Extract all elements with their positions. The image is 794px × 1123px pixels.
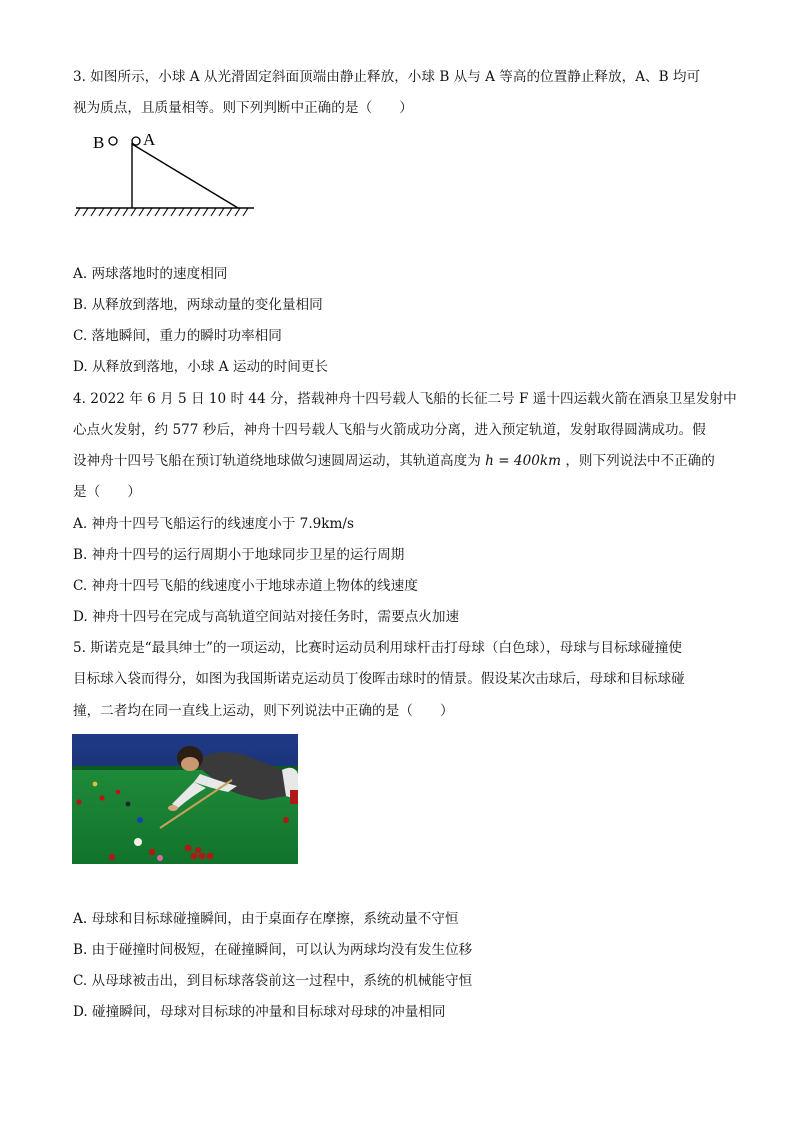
q4-stem-line2: 心点火发射，约 577 秒后，神舟十四号载人飞船与火箭成功分离，进入预定轨道，发射取得圆满成功。假 [73, 422, 706, 438]
q3-option-c: C. 落地瞬间，重力的瞬时功率相同 [73, 328, 282, 344]
label-a: A [143, 130, 156, 149]
ball-b [109, 137, 117, 145]
incline-figure [72, 128, 258, 224]
incline-diagram [72, 128, 258, 224]
label-b: B [93, 133, 105, 152]
q5-stem-line3: 撞，二者均在同一直线上运动，则下列说法中正确的是（ ） [73, 703, 454, 719]
q4-option-d: D. 神舟十四号在完成与高轨道空间站对接任务时，需要点火加速 [73, 609, 460, 625]
q4-option-b: B. 神舟十四号的运行周期小于地球同步卫星的运行周期 [73, 547, 405, 563]
snooker-photo-illustration [72, 734, 298, 864]
snooker-photo [72, 734, 298, 864]
q3-stem-line2: 视为质点，且质量相等。则下列判断中正确的是（ ） [73, 100, 413, 116]
q5-stem-line2: 目标球入袋而得分，如图为我国斯诺克运动员丁俊晖击球时的情景。假设某次击球后，母球和目标球碰 [73, 671, 685, 687]
q3-stem-line1: 3. 如图所示，小球 A 从光滑固定斜面顶端由静止释放，小球 B 从与 A 等高的位置静止释放，A、B 均可 [73, 69, 701, 85]
q4-line3-text-b: ，则下列说法中不正确的 [565, 453, 715, 469]
ground-hatching [75, 208, 248, 216]
q5-option-c: C. 从母球被击出，到目标球落袋前这一过程中，系统的机械能守恒 [73, 973, 473, 989]
q4-option-a: A. 神舟十四号飞船运行的线速度小于 7.9km/s [73, 516, 354, 532]
q5-option-a: A. 母球和目标球碰撞瞬间，由于桌面存在摩擦，系统动量不守恒 [73, 911, 459, 927]
q3-option-a: A. 两球落地时的速度相同 [73, 266, 228, 282]
incline-slope [132, 144, 238, 208]
q4-stem-line4: 是（ ） [73, 484, 141, 500]
q5-stem-line1: 5. 斯诺克是“最具绅士”的一项运动，比赛时运动员利用球杆击打母球（白色球），母球与目标球碰撞使 [73, 640, 682, 656]
q3-option-b: B. 从释放到落地，两球动量的变化量相同 [73, 297, 323, 313]
ball-a [132, 137, 140, 145]
orbit-height-math: h = 400km [485, 453, 562, 469]
q3-option-d: D. 从释放到落地，小球 A 运动的时间更长 [73, 359, 329, 375]
cue-ball [134, 838, 142, 846]
q4-option-c: C. 神舟十四号飞船的线速度小于地球赤道上物体的线速度 [73, 578, 418, 594]
q4-line3-text-a: 设神舟十四号飞船在预订轨道绕地球做匀速圆周运动，其轨道高度为 [73, 453, 481, 469]
q4-stem-line3 [73, 452, 715, 470]
q5-option-d: D. 碰撞瞬间，母球对目标球的冲量和目标球对母球的冲量相同 [73, 1004, 446, 1020]
q4-stem-line1: 4. 2022 年 6 月 5 日 10 时 44 分，搭载神舟十四号载人飞船的长征二号 F 遥十四运载火箭在酒泉卫星发射中 [73, 391, 737, 407]
q5-option-b: B. 由于碰撞时间极短，在碰撞瞬间，可以认为两球均没有发生位移 [73, 942, 473, 958]
